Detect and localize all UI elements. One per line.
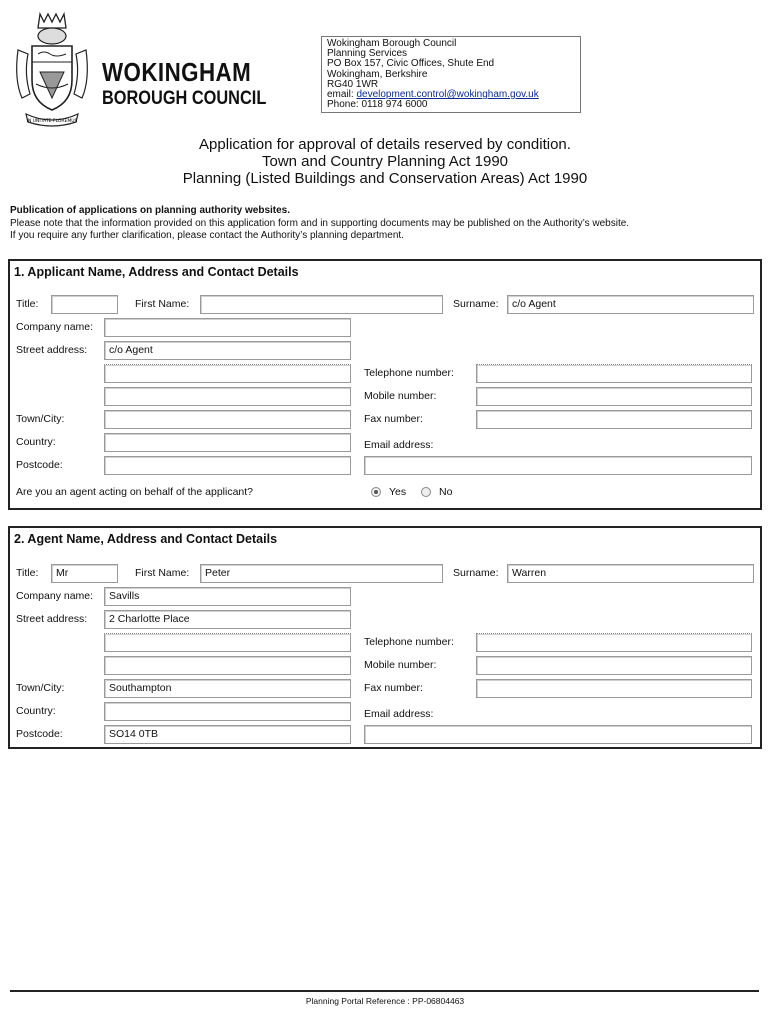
- agent-yes-label: Yes: [389, 486, 407, 498]
- fax-label: Fax number:: [364, 682, 423, 694]
- applicant-street-field-3[interactable]: [104, 387, 351, 406]
- applicant-company-field[interactable]: [104, 318, 351, 337]
- form-title-line3: Planning (Listed Buildings and Conservation Areas) Act 1990: [182, 170, 588, 187]
- applicant-country-field[interactable]: [104, 433, 351, 452]
- publication-heading: Publication of applications on planning authority websites.: [10, 205, 291, 216]
- postcode-label: Postcode:: [16, 459, 63, 471]
- country-label: Country:: [16, 705, 56, 717]
- org-name-line2: BOROUGH COUNCIL: [102, 88, 267, 109]
- form-title-line1: Application for approval of details reserved by condition.: [199, 136, 571, 153]
- agent-section-heading: 2. Agent Name, Address and Contact Details: [14, 532, 278, 546]
- publication-notice: [10, 205, 629, 243]
- street-address-label: Street address:: [16, 613, 88, 625]
- agent-company-field[interactable]: Savills: [104, 587, 351, 606]
- mobile-label: Mobile number:: [364, 390, 437, 402]
- company-name-label: Company name:: [16, 321, 94, 333]
- address-line: Planning Services: [327, 48, 408, 60]
- agent-first-name-field[interactable]: Peter: [200, 564, 443, 583]
- council-crest-logo: [10, 10, 94, 130]
- applicant-title-field[interactable]: [51, 295, 118, 314]
- mobile-label: Mobile number:: [364, 659, 437, 671]
- surname-label: Surname:: [453, 298, 499, 310]
- agent-town-field[interactable]: Southampton: [104, 679, 351, 698]
- form-title-line2: Town and Country Planning Act 1990: [262, 153, 508, 170]
- country-label: Country:: [16, 436, 56, 448]
- agent-street-field-1[interactable]: 2 Charlotte Place: [104, 610, 351, 629]
- address-line: Wokingham, Berkshire: [327, 68, 428, 80]
- address-line: RG40 1WR: [327, 78, 379, 90]
- first-name-label: First Name:: [135, 298, 190, 310]
- agent-email-field[interactable]: [364, 725, 752, 744]
- agent-mobile-field[interactable]: [476, 656, 752, 675]
- applicant-section-heading: 1. Applicant Name, Address and Contact Details: [14, 265, 299, 279]
- street-address-label: Street address:: [16, 344, 88, 356]
- planning-portal-reference: Planning Portal Reference : PP-06804463: [305, 996, 465, 1006]
- fax-label: Fax number:: [364, 413, 423, 425]
- address-phone: Phone: 0118 974 6000: [327, 99, 428, 111]
- postcode-label: Postcode:: [16, 728, 63, 740]
- telephone-label: Telephone number:: [364, 367, 454, 379]
- applicant-street-field-2[interactable]: [104, 364, 351, 383]
- footer-divider: [10, 990, 759, 992]
- applicant-postcode-field[interactable]: [104, 456, 351, 475]
- applicant-telephone-field[interactable]: [476, 364, 752, 383]
- applicant-street-field-1[interactable]: c/o Agent: [104, 341, 351, 360]
- org-name-line1: WOKINGHAM: [102, 57, 252, 87]
- agent-country-field[interactable]: [104, 702, 351, 721]
- agent-yes-radio[interactable]: [371, 487, 381, 497]
- applicant-mobile-field[interactable]: [476, 387, 752, 406]
- applicant-section: [8, 259, 762, 510]
- surname-label: Surname:: [453, 567, 499, 579]
- agent-no-radio[interactable]: [421, 487, 431, 497]
- company-name-label: Company name:: [16, 590, 94, 602]
- publication-text: If you require any further clarification, please contact the Authority’s planning department.: [10, 230, 404, 241]
- applicant-surname-field[interactable]: c/o Agent: [507, 295, 754, 314]
- email-label: Email address:: [364, 439, 434, 451]
- title-label: Title:: [16, 567, 39, 579]
- crest-motto: IN UNITATE FLOREMUS: [26, 119, 78, 124]
- email-prefix: email:: [327, 89, 357, 101]
- town-city-label: Town/City:: [16, 413, 65, 425]
- agent-telephone-field[interactable]: [476, 633, 752, 652]
- agent-fax-field[interactable]: [476, 679, 752, 698]
- telephone-label: Telephone number:: [364, 636, 454, 648]
- agent-surname-field[interactable]: Warren: [507, 564, 754, 583]
- address-line: PO Box 157, Civic Offices, Shute End: [327, 58, 495, 70]
- agent-street-field-2[interactable]: [104, 633, 351, 652]
- council-address-box: [321, 36, 581, 113]
- agent-postcode-field[interactable]: SO14 0TB: [104, 725, 351, 744]
- agent-section: [8, 526, 762, 749]
- publication-text: Please note that the information provided on this application form and in supporting documents may be published on the Authority’s website.: [10, 217, 630, 229]
- town-city-label: Town/City:: [16, 682, 65, 694]
- applicant-first-name-field[interactable]: [200, 295, 443, 314]
- council-email-link[interactable]: development.control@wokingham.gov.uk: [356, 89, 539, 101]
- applicant-fax-field[interactable]: [476, 410, 752, 429]
- first-name-label: First Name:: [135, 567, 190, 579]
- applicant-email-field[interactable]: [364, 456, 752, 475]
- applicant-town-field[interactable]: [104, 410, 351, 429]
- address-line: Wokingham Borough Council: [327, 38, 457, 49]
- agent-street-field-3[interactable]: [104, 656, 351, 675]
- agent-no-label: No: [439, 486, 453, 498]
- title-label: Title:: [16, 298, 39, 310]
- agent-question-label: Are you an agent acting on behalf of the applicant?: [16, 486, 254, 498]
- agent-title-field[interactable]: Mr: [51, 564, 118, 583]
- email-label: Email address:: [364, 708, 434, 720]
